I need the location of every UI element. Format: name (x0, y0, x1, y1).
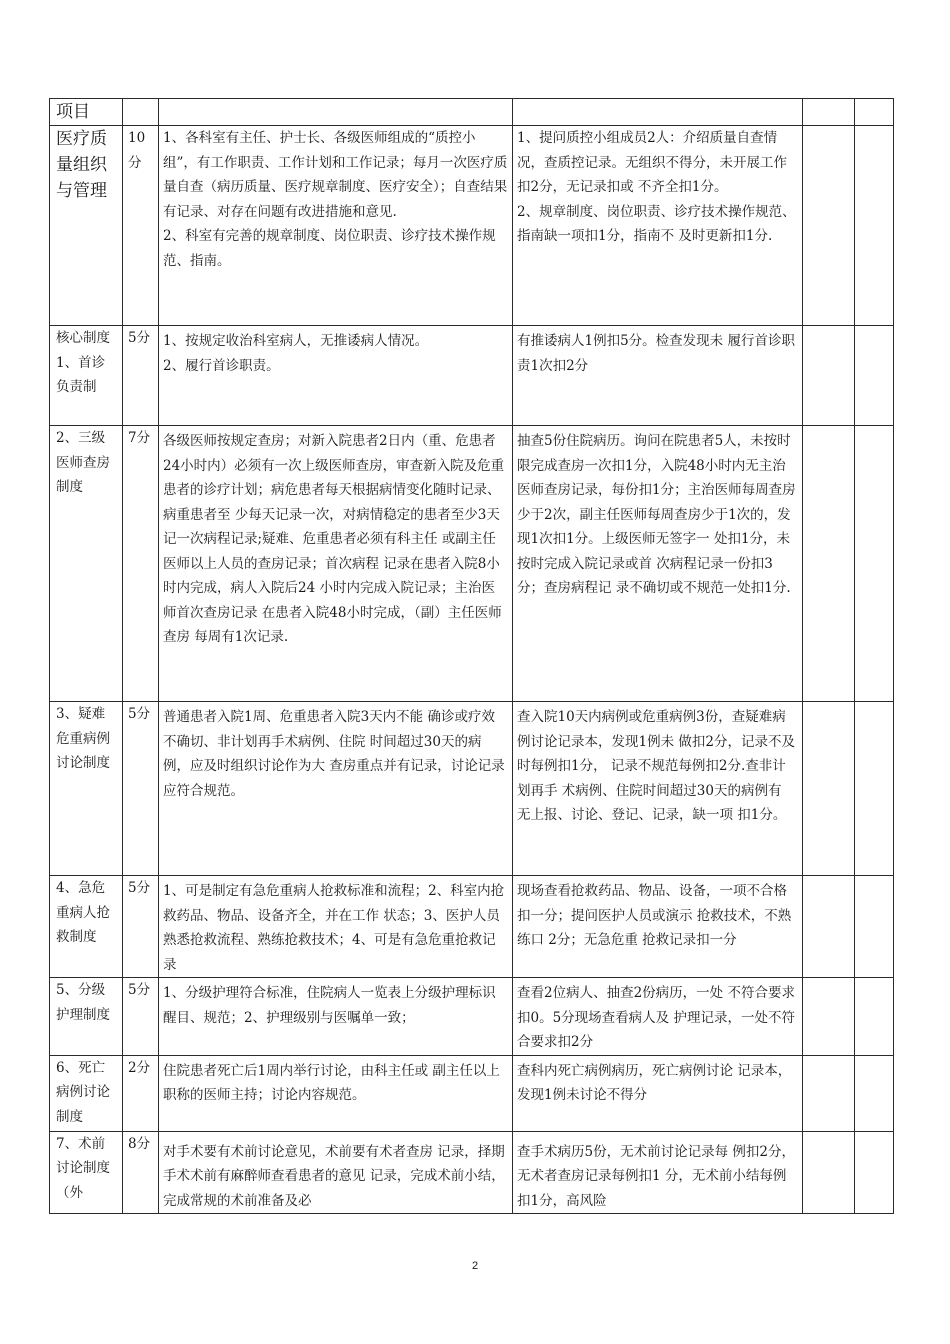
method-cell: 查科内死亡病例病历，死亡病例讨论 记录本，发现1例未讨论不得分 (513, 1055, 803, 1131)
empty-cell (855, 876, 894, 978)
page-number: 2 (471, 1260, 479, 1272)
score-header (123, 99, 159, 126)
table-row (50, 1055, 894, 1131)
empty-cell (855, 978, 894, 1056)
table-row (50, 426, 894, 702)
method-cell: 查入院10天内病例或危重病例3份，查疑难病例讨论记录本，发现1例未 做扣2分，记录不及时每例扣1分， 记录不规范每例扣2分.查非计划再手 术病例、住院时间超过30天的病例有 无上报、讨论、登记、记录，缺一项 扣1分。 (513, 702, 803, 876)
item-cell: 医疗质量组织与管理 (50, 126, 123, 326)
item-header: 项目 (50, 99, 123, 126)
empty-cell (803, 126, 855, 326)
score-cell: 8分 (123, 1131, 159, 1214)
score-cell: 2分 (123, 1055, 159, 1131)
score-cell: 5分 (123, 876, 159, 978)
scoring-table (49, 98, 894, 1214)
item-cell: 4、急危重病人抢救制度 (50, 876, 123, 978)
standard-cell: 1、可是制定有急危重病人抢救标准和流程；2、科室内抢救药品、物品、设备齐全，并在工作 状态；3、医护人员熟悉抢救流程、熟练抢救技术；4、可是有急危重抢救记录 (159, 876, 513, 978)
empty-cell (855, 326, 894, 426)
standard-cell: 住院患者死亡后1周内举行讨论，由科主任或 副主任以上职称的医师主持；讨论内容规范。 (159, 1055, 513, 1131)
empty-cell (855, 702, 894, 876)
method-cell: 现场查看抢救药品、物品、设备，一项不合格扣一分；提问医护人员或演示 抢救技术，不熟练口 2分；无急危重 抢救记录扣一分 (513, 876, 803, 978)
score-cell: 10分 (123, 126, 159, 326)
item-cell: 2、三级医师查房制度 (50, 426, 123, 702)
table-row (50, 876, 894, 978)
item-cell: 6、死亡病例讨论制度 (50, 1055, 123, 1131)
standard-cell: 1、各科室有主任、护士长、各级医师组成的“质控小组”，有工作职责、工作计划和工作记录；每月一次医疗质量自查（病历质量、医疗规章制度、医疗安全）；自查结果有记录、对存在问题有改进措施和意见. 2、科室有完善的规章制度、岗位职责、诊疗技术操作规范、指南。 (159, 126, 513, 326)
standard-cell: 普通患者入院1周、危重患者入院3天内不能 确诊或疗效不确切、非计划再手术病例、住院 时间超过30天的病例，应及时组织讨论作为大 查房重点并有记录，讨论记录应符合规范。 (159, 702, 513, 876)
empty-cell (803, 978, 855, 1056)
item-cell: 核心制度 1、首诊 负责制 (50, 326, 123, 426)
method-cell: 1、提问质控小组成员2人：介绍质量自查情况，查质控记录。无组织不得分，未开展工作扣2分，无记录扣或 不齐全扣1分。 2、规章制度、岗位职责、诊疗技术操作规范、指南缺一项扣1分，指南不 及时更新扣1分. (513, 126, 803, 326)
extra-header-2 (855, 99, 894, 126)
method-cell: 查看2位病人、抽查2份病历，一处 不符合要求扣0。5分现场查看病人及 护理记录，一处不符合要求扣2分 (513, 978, 803, 1056)
table-row (50, 1131, 894, 1214)
item-cell: 3、疑难危重病例讨论制度 (50, 702, 123, 876)
extra-header-1 (803, 99, 855, 126)
item-cell: 7、术前讨论制度（外 (50, 1131, 123, 1214)
header-row (50, 99, 894, 126)
empty-cell (803, 1055, 855, 1131)
empty-cell (855, 126, 894, 326)
score-cell: 7分 (123, 426, 159, 702)
standard-cell: 对手术要有术前讨论意见，术前要有术者查房 记录，择期手术术前有麻醉师查看患者的意见 记录，完成术前小结，完成常规的术前准备及必 (159, 1131, 513, 1214)
empty-cell (855, 1055, 894, 1131)
standard-cell: 各级医师按规定查房；对新入院患者2日内（重、危患者24小时内）必须有一次上级医师查房，审查新入院及危重患者的诊疗计划；病危患者每天根据病情变化随时记录、病重患者至 少每天记录一次，对病情稳定的患者至少3天 记一次病程记录;疑难、危重患者必须有科主任 或副主任医师以上人员的查房记录；首次病程 记录在患者入院8小时内完成，病人入院后24 小时内完成入院记录；主治医师首次查房记录 在患者入院48小时完成，（副）主任医师查房 每周有1次记录. (159, 426, 513, 702)
empty-cell (855, 1131, 894, 1214)
standard-header (159, 99, 513, 126)
empty-cell (855, 426, 894, 702)
method-header (513, 99, 803, 126)
item-cell: 5、分级护理制度 (50, 978, 123, 1056)
empty-cell (803, 702, 855, 876)
method-cell: 抽查5份住院病历。询问在院患者5人，未按时限完成查房一次扣1分，入院48小时内无主治医师查房记录，每份扣1分；主治医师每周查房少于2次，副主任医师每周查房少于1次的，发现1次扣1分。上级医师无签字一 处扣1分，未按时完成入院记录或首 次病程记录一份扣3分；查房病程记 录不确切或不规范一处扣1分. (513, 426, 803, 702)
table-row (50, 126, 894, 326)
empty-cell (803, 876, 855, 978)
table-row (50, 702, 894, 876)
method-cell: 查手术病历5份，无术前讨论记录每 例扣2分，无术者查房记录每例扣1 分，无术前小结每例扣1分，高风险 (513, 1131, 803, 1214)
standard-cell: 1、按规定收治科室病人，无推诿病人情况。 2、履行首诊职责。 (159, 326, 513, 426)
empty-cell (803, 326, 855, 426)
table-row (50, 978, 894, 1056)
method-cell: 有推诿病人1例扣5分。检查发现未 履行首诊职责1次扣2分 (513, 326, 803, 426)
score-cell: 5分 (123, 978, 159, 1056)
standard-cell: 1、分级护理符合标准，住院病人一览表上分级护理标识醒目、规范；2、护理级别与医嘱单一致； (159, 978, 513, 1056)
empty-cell (803, 1131, 855, 1214)
empty-cell (803, 426, 855, 702)
score-cell: 5分 (123, 702, 159, 876)
table-row (50, 326, 894, 426)
score-cell: 5分 (123, 326, 159, 426)
